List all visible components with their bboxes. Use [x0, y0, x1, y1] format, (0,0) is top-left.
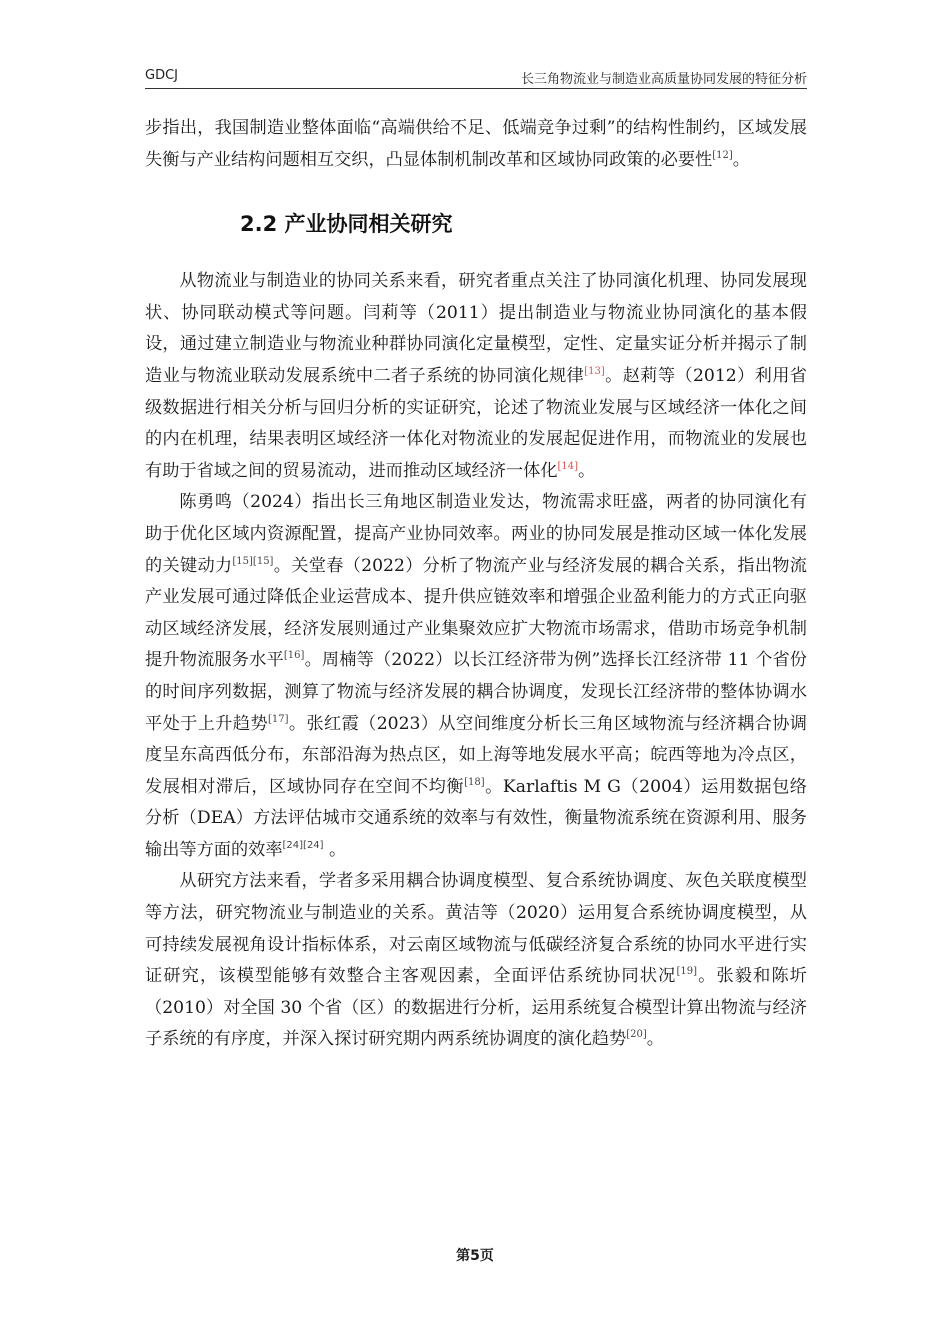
citation-24[interactable]: [24][24] [282, 839, 324, 851]
citation-13[interactable]: [13] [584, 365, 605, 377]
header-journal-code: GDCJ [145, 68, 178, 83]
citation-12[interactable]: [12] [712, 149, 733, 161]
page-number: 第5页 [456, 1248, 494, 1264]
citation-15[interactable]: [15][15] [232, 555, 274, 567]
page-header [145, 66, 807, 89]
paragraph-3: 从研究方法来看，学者多采用耦合协调度模型、复合系统协调度、灰色关联度模型等方法，研究物流业与制造业的关系。黄洁等（2020）运用复合系统协调度模型，从可持续发展视角设计指标体系，对云南区域物流与低碳经济复合系统的协同水平进行实证研究，该模型能够有效整合主客观因素，全面评估系统协同状况[19]。张毅和陈圻（2010）对全国 30 个省（区）的数据进行分析，运用系统复合模型计算出物流与经济子系统的有序度，并深入探讨研究期内两系统协调度的演化趋势[20]。 [145, 871, 807, 1050]
citation-17[interactable]: [17] [267, 713, 289, 725]
citation-18[interactable]: [18] [464, 776, 485, 788]
citation-20[interactable]: [20] [626, 1029, 647, 1041]
section-heading: 2.2 产业协同相关研究 [240, 212, 453, 237]
sans-text-segment: 衡量物流系统在资源利用、服务输出等方面的效率 [145, 808, 807, 860]
paragraph-1: 从物流业与制造业的协同关系来看，研究者重点关注了协同演化机理、协同发展现状、协同联动模式等问题。闫莉等（2011）提出制造业与物流业协同演化的基本假设，通过建立制造业与物流业种群协同演化定量模型，定性、定量实证分析并揭示了制造业与物流业联动发展系统中二者子系统的协同演化规律[13]。赵莉等（2012）利用省级数据进行相关分析与回归分析的实证研究，论述了物流业发展与区域经济一体化之间的内在机理，结果表明区域经济一体化对物流业的发展起促进作用，而物流业的发展也有助于省域之间的贸易流动，进而推动区域经济一体化[14]。 [145, 271, 807, 481]
citation-16[interactable]: [16] [283, 650, 305, 662]
article-body [145, 113, 807, 1056]
citation-14[interactable]: [14] [557, 460, 579, 472]
header-article-title: 长三角物流业与制造业高质量协同发展的特征分析 [520, 72, 807, 87]
citation-19[interactable]: [19] [676, 966, 698, 978]
paragraph-2: 陈勇鸣（2024）指出长三角地区制造业发达，物流需求旺盛，两者的协同演化有助于优化区域内资源配置，提高产业协同效率。两业的协同发展是推动区域一体化发展的关键动力[15][15]。关堂春（2022）分析了物流产业与经济发展的耦合关系，指出物流产业发展可通过降低企业运营成本、提升供应链效率和增强企业盈利能力的方式正向驱动区域经济发展，经济发展则通过产业集聚效应扩大物流市场需求，借助市场竞争机制提升物流服务水平[16]。周楠等（2022）以长江经济带为例”选择长江经济带 11 个省份的时间序列数据，测算了物流与经济发展的耦合协调度，发现长江经济带的整体协调水平处于上升趋势[17]。张红霞（2023）从空间维度分析长三角区域物流与经济耦合协调度呈东高西低分布，东部沿海为热点区，如上海等地发展水平高；皖西等地为冷点区，发展相对滞后，区域协同存在空间不均衡[18]。Karlaftis M G（2004）运用数据包络分析（DEA）方法评估城市交通系统的效率与有效性，衡量物流系统在资源利用、服务输出等方面的效率[24][24] 。 [145, 492, 807, 860]
paragraph-continued: 步指出，我国制造业整体面临“高端供给不足、低端竞争过剩”的结构性制约，区域发展失衡与产业结构问题相互交织，凸显体制机制改革和区域协同政策的必要性[12]。 [145, 118, 807, 170]
